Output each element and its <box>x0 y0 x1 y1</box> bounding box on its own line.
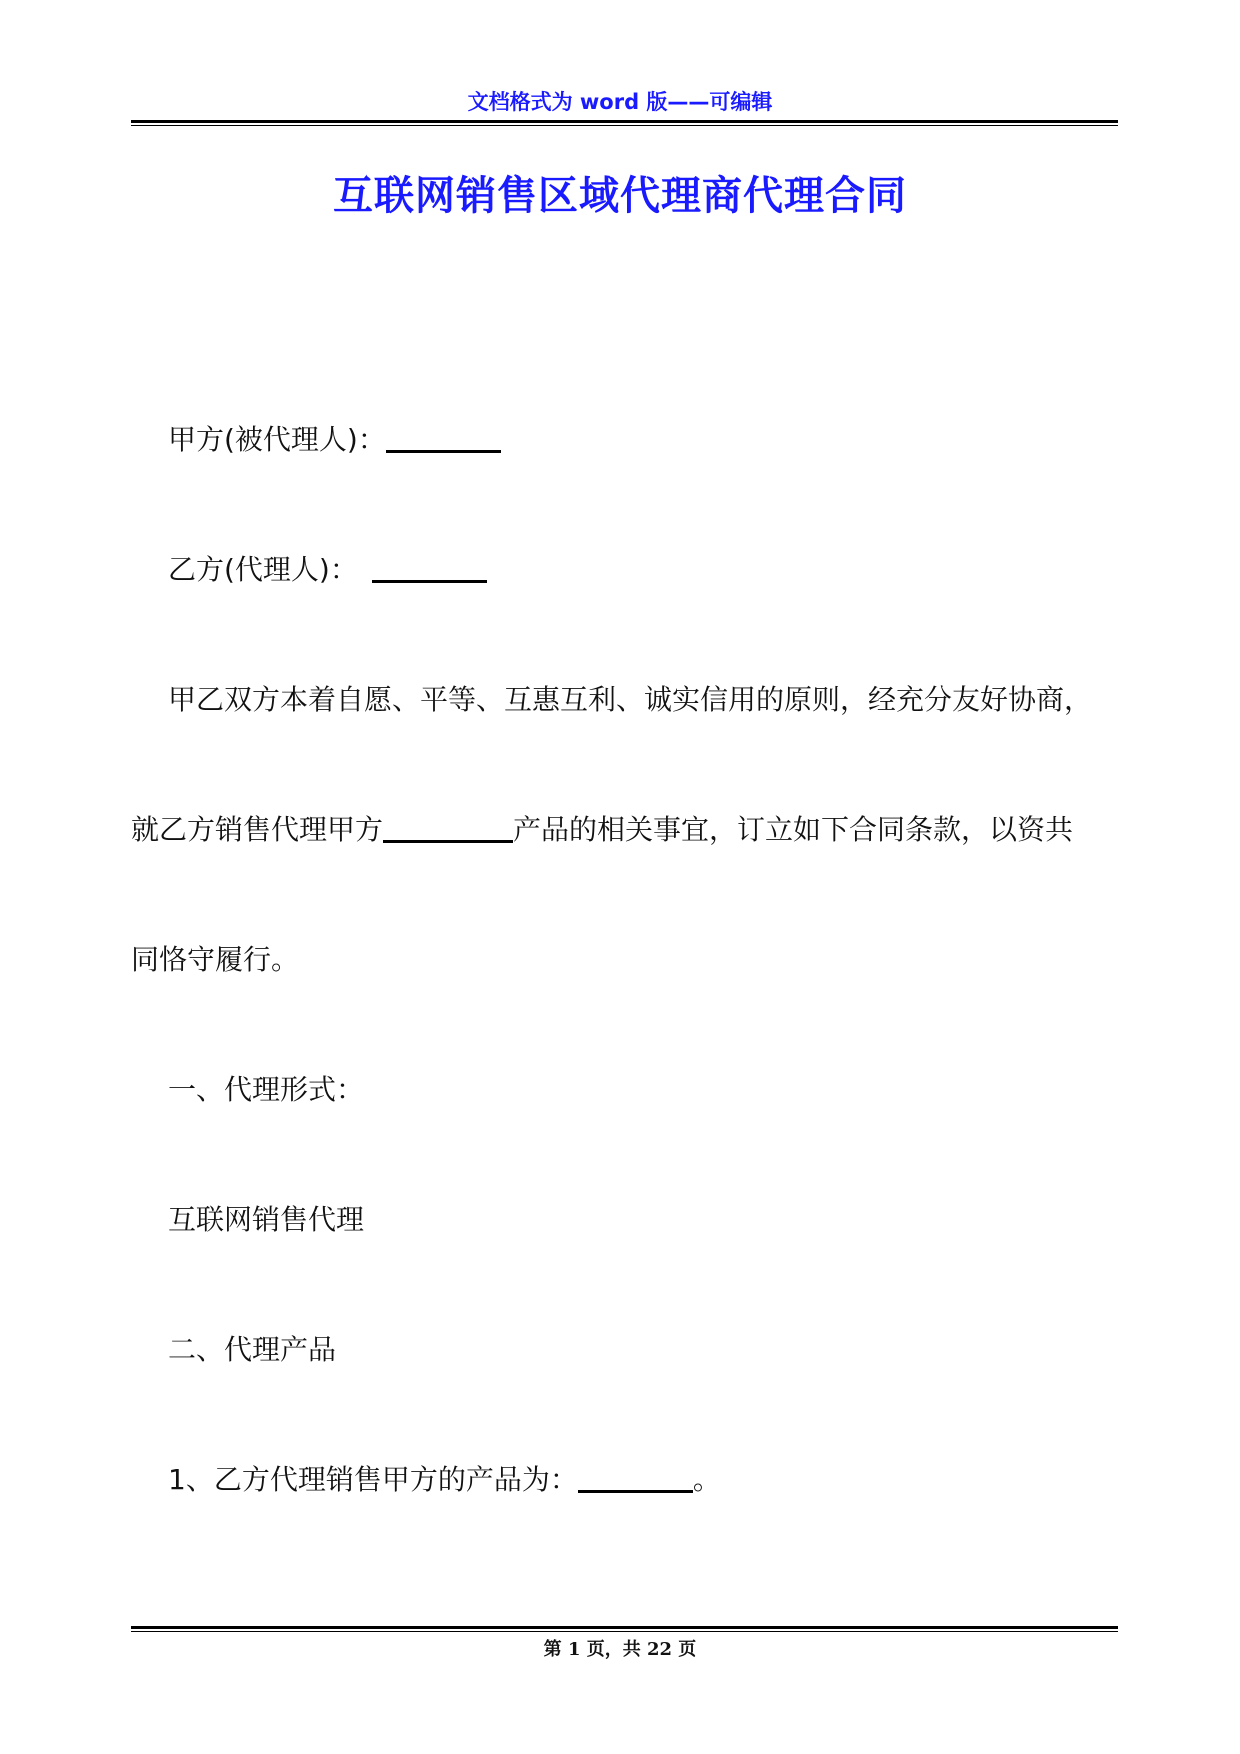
footer-divider <box>131 1626 1118 1632</box>
party-b-label: 乙方(代理人)： <box>168 553 358 586</box>
document-title: 互联网销售区域代理商代理合同 <box>333 173 907 219</box>
clause-1-line <box>168 1460 721 1500</box>
preamble-text-after: 产品的相关事宜，订立如下合同条款，以资共 <box>513 813 1074 846</box>
page-indicator: 第 1 页，共 22 页 <box>543 1639 697 1660</box>
clause-1-text: 1、乙方代理销售甲方的产品为： <box>168 1463 578 1496</box>
section-1-heading: 一、代理形式： <box>168 1073 365 1106</box>
clause-1-blank <box>578 1460 693 1493</box>
party-a-blank <box>386 420 501 453</box>
header-format-note: 文档格式为 word 版——可编辑 <box>467 90 773 114</box>
product-name-blank <box>383 810 513 843</box>
clause-1-end: 。 <box>692 1463 721 1496</box>
preamble-line-3: 同恪守履行。 <box>131 943 300 976</box>
header-divider <box>131 120 1118 126</box>
party-a-line <box>168 420 501 460</box>
party-a-label: 甲方(被代理人)： <box>168 423 386 456</box>
party-b-blank <box>372 550 487 583</box>
party-b-line <box>168 550 487 590</box>
section-2-heading: 二、代理产品 <box>168 1333 337 1366</box>
section-1-body: 互联网销售代理 <box>168 1203 365 1236</box>
preamble-line-2 <box>131 810 1073 850</box>
preamble-text-before: 就乙方销售代理甲方 <box>131 813 384 846</box>
preamble-line-1: 甲乙双方本着自愿、平等、互惠互利、诚实信用的原则，经充分友好协商， <box>168 683 1093 716</box>
